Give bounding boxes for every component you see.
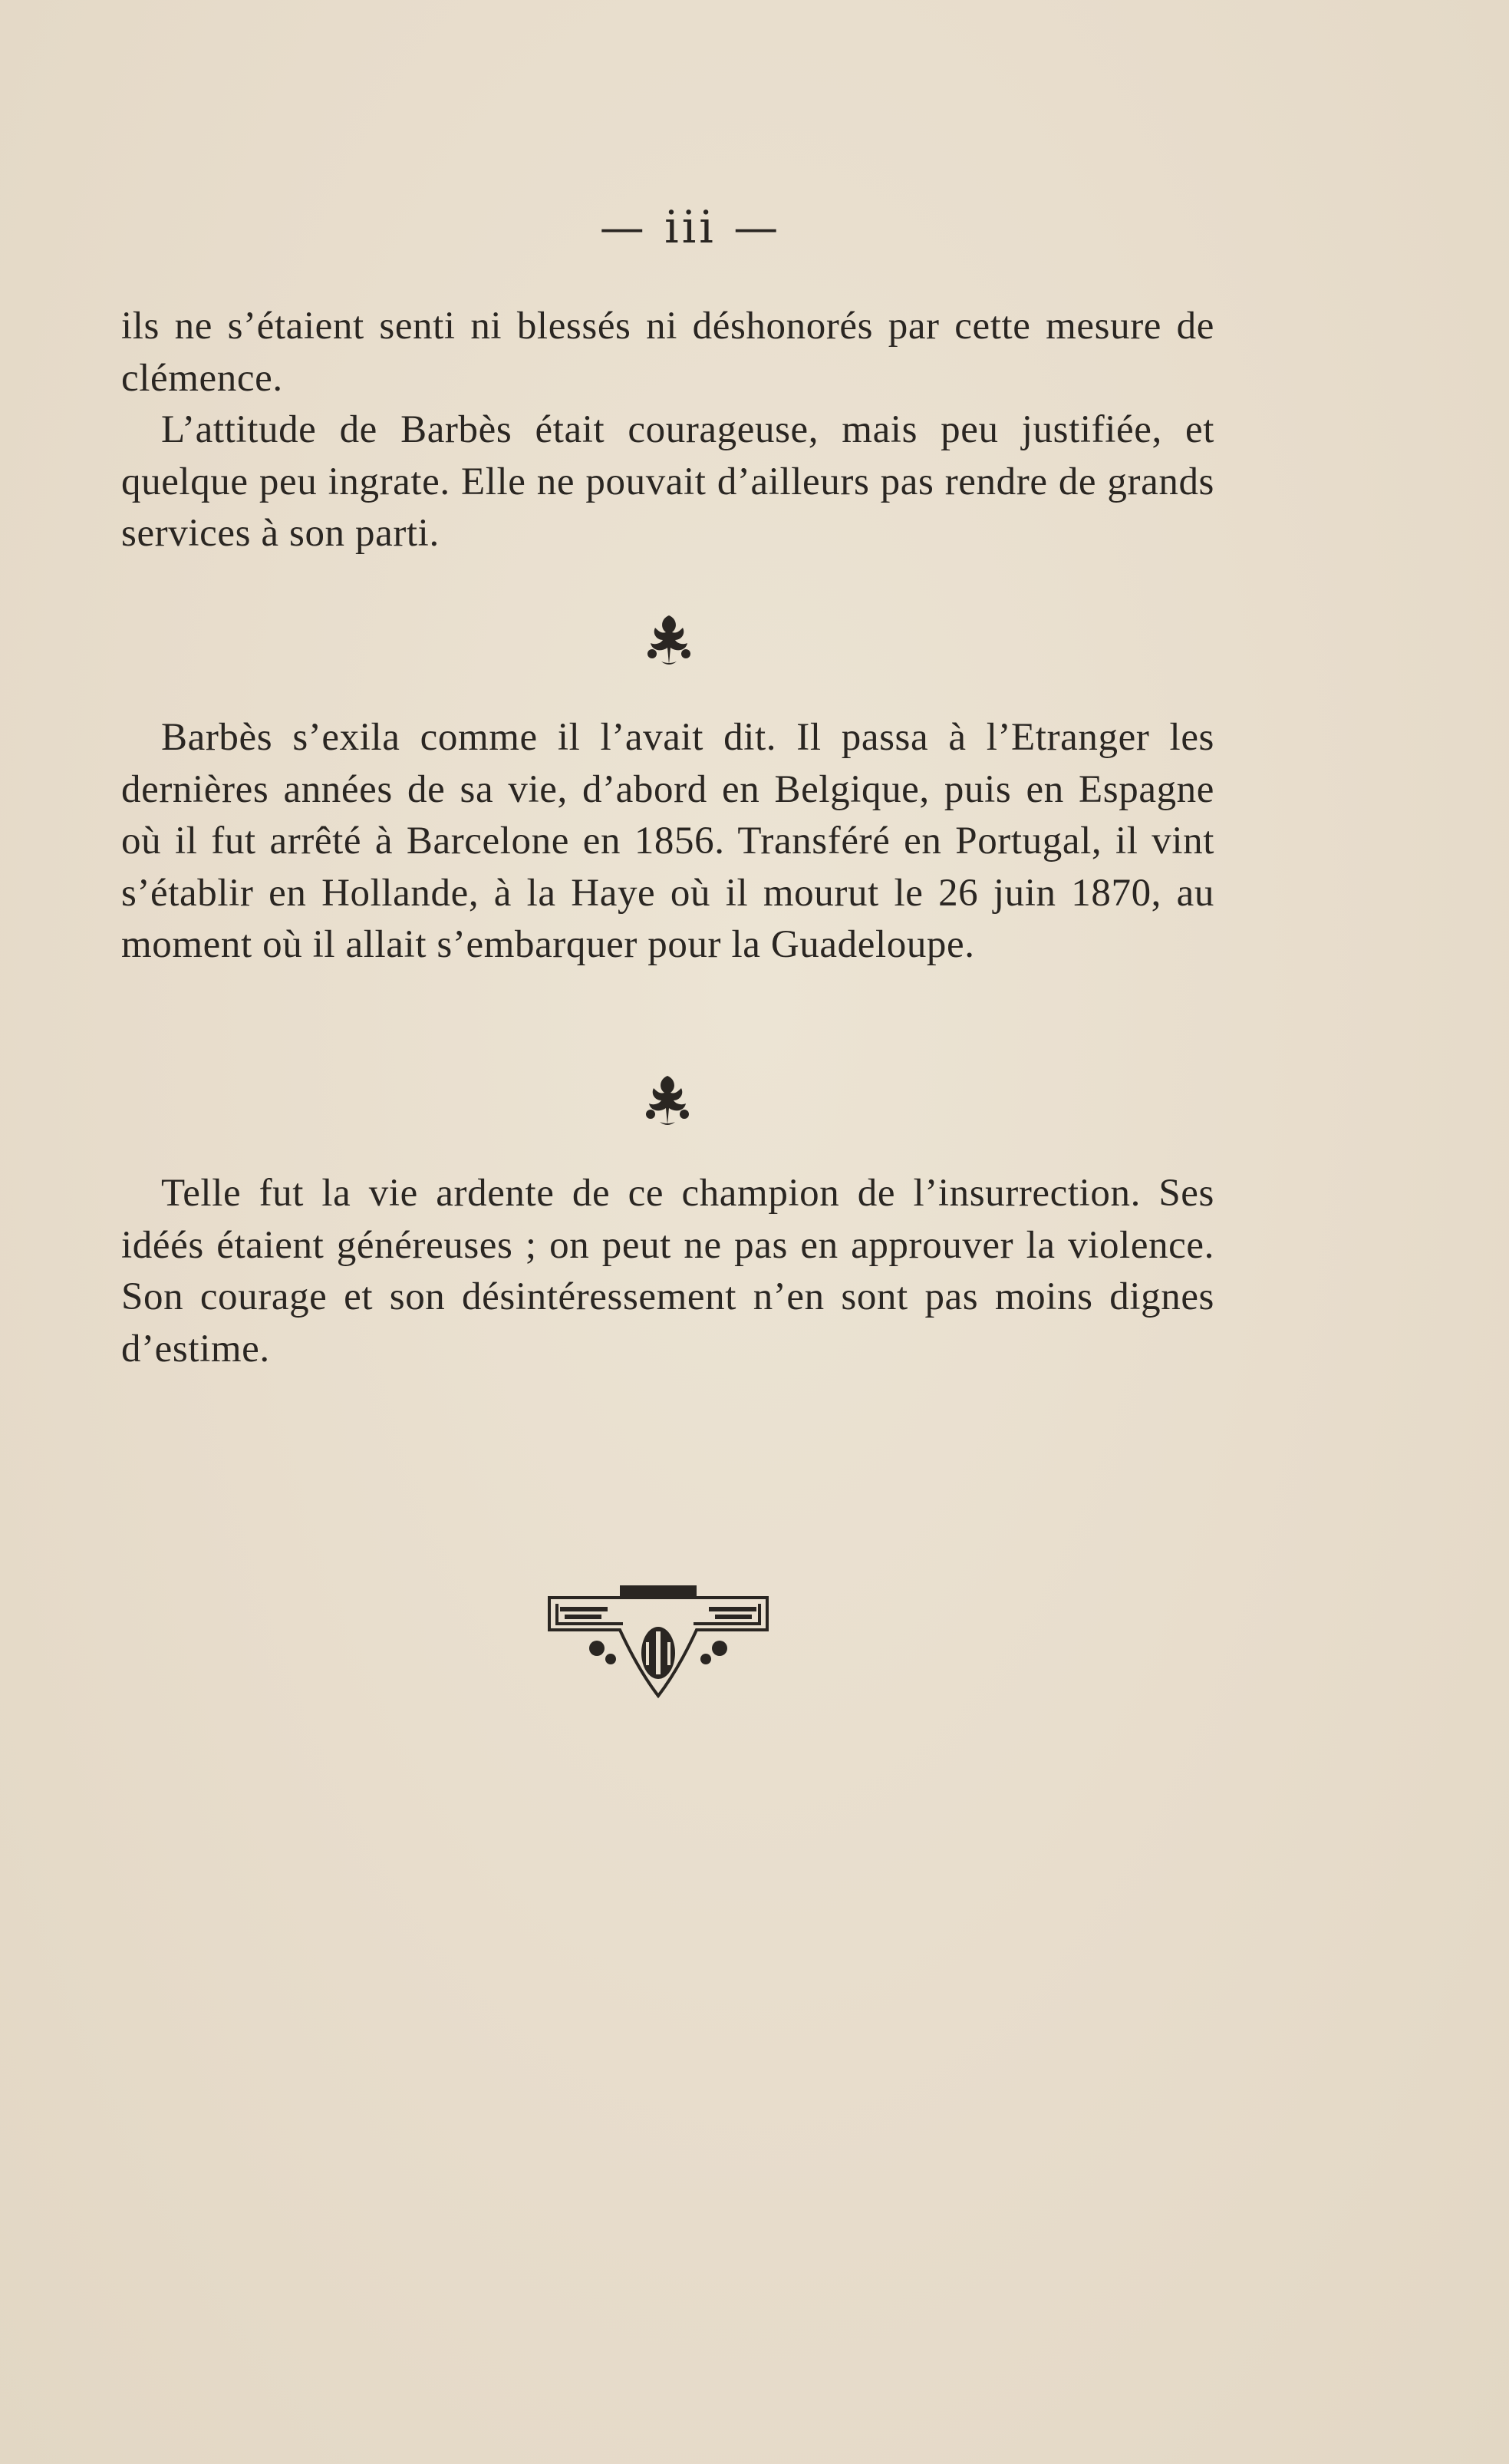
- paragraph-conclusion: Telle fut la vie ardente de ce champion de l’insurrection. Ses idéés étaient généreuses ; on peut ne pas en approuver la violence. Son courage et son désintéressement n’en sont pas moins dignes d’estime.: [121, 1172, 1214, 1371]
- fleuron-icon: [637, 1071, 698, 1133]
- text-section-2: [121, 712, 1214, 971]
- fleuron-icon: [638, 611, 700, 672]
- paragraph-attitude: L’attitude de Barbès était courageuse, mais peu justifiée, et quelque peu ingrate. Elle ne pouvait d’ailleurs pas rendre de grands services à son parti.: [121, 408, 1214, 555]
- text-section-3: [121, 1168, 1214, 1375]
- page-number: — iii —: [599, 201, 782, 253]
- text-section-1: [121, 301, 1214, 560]
- tailpiece-ornament-icon: [546, 1581, 770, 1704]
- paragraph-continuation: ils ne s’étaient senti ni blessés ni déshonorés par cette mesure de clémence.: [121, 305, 1214, 400]
- paragraph-exile: Barbès s’exila comme il l’avait dit. Il passa à l’Etranger les dernières années de sa vie, d’abord en Belgique, puis en Espagne où il fut arrêté à Barcelone en 1856. Transféré en Portugal, il vint s’établir en Hollande, à la Haye où il mourut le 26 juin 1870, au moment où il allait s’embarquer pour la Guadeloupe.: [121, 716, 1214, 966]
